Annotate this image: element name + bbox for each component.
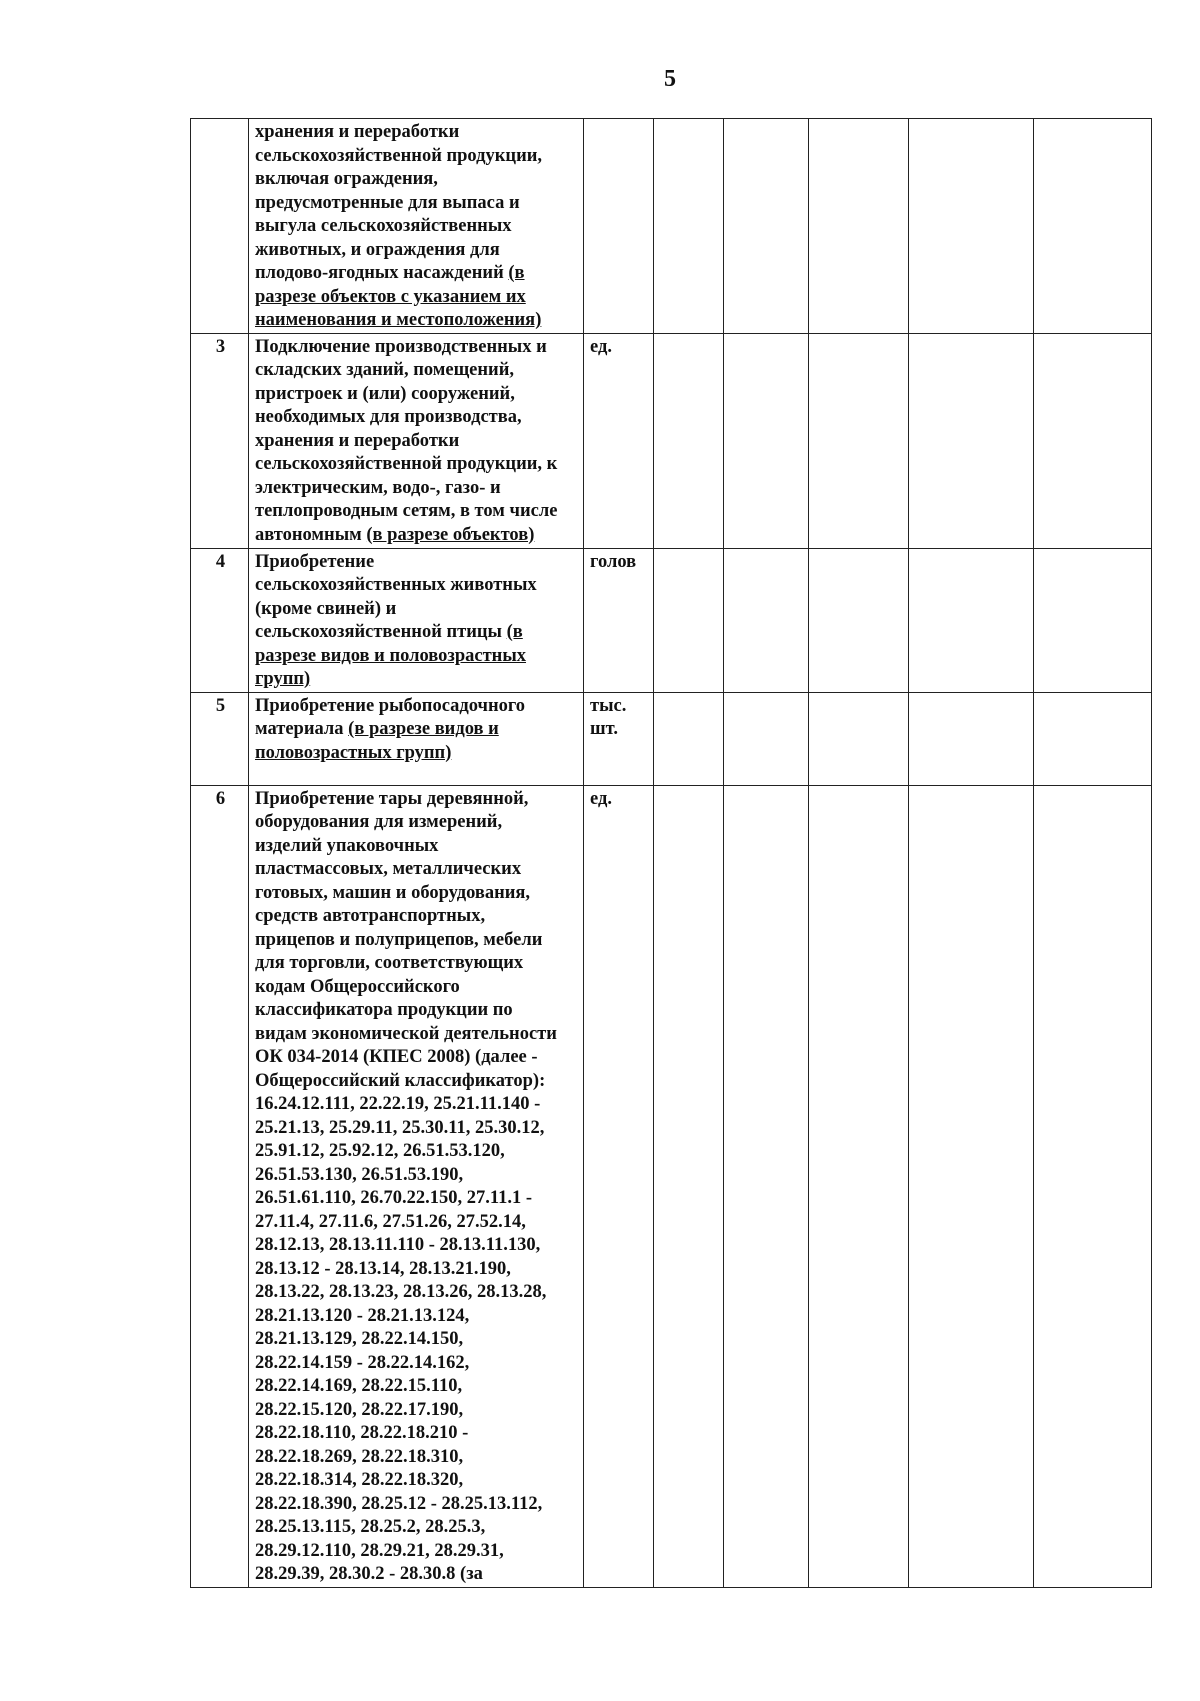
row-number: 3 xyxy=(191,333,249,548)
empty-cell xyxy=(724,785,809,1587)
underlined-text: (в xyxy=(506,622,523,642)
empty-cell xyxy=(809,119,909,334)
empty-cell xyxy=(909,548,1034,692)
text-line: готовых, машин и оборудования, xyxy=(255,882,531,903)
text-line: 28.22.18.269, 28.22.18.310, xyxy=(255,1446,464,1467)
text-line: 28.12.13, 28.13.11.110 - 28.13.11.130, xyxy=(255,1235,541,1255)
unit-cell xyxy=(584,119,654,334)
text-line: видам экономической деятельности xyxy=(255,1023,557,1044)
unit-cell: тыс. шт. xyxy=(584,692,654,785)
row-description xyxy=(249,333,584,548)
text-line: (кроме свиней) и xyxy=(255,598,397,619)
page-number: 5 xyxy=(664,66,676,92)
text-line: 25.91.12, 25.92.12, 26.51.53.120, xyxy=(255,1141,505,1161)
text-line: Общероссийский классификатор): xyxy=(255,1070,546,1091)
text-line: 16.24.12.111, 22.22.19, 25.21.11.140 - xyxy=(255,1094,541,1114)
empty-cell xyxy=(1034,333,1152,548)
underlined-text: (в разрезе видов и xyxy=(348,719,499,739)
empty-cell xyxy=(809,692,909,785)
text-line: хранения и переработки xyxy=(255,430,460,451)
text-line: 28.22.18.314, 28.22.18.320, xyxy=(255,1470,464,1490)
row-number: 5 xyxy=(191,692,249,785)
text-line: электрическим, водо-, газо- и xyxy=(255,477,501,498)
text-line: 25.21.13, 25.29.11, 25.30.11, 25.30.12, xyxy=(255,1117,545,1138)
text-line: 28.22.14.159 - 28.22.14.162, xyxy=(255,1352,470,1373)
empty-cell xyxy=(1034,692,1152,785)
empty-cell xyxy=(1034,785,1152,1587)
row-description xyxy=(249,785,584,1587)
table-row xyxy=(191,692,1152,785)
empty-cell xyxy=(724,692,809,785)
row-number xyxy=(191,119,249,334)
text-line: ОК 034-2014 (КПЕС 2008) (далее - xyxy=(255,1047,538,1067)
text-line: пластмассовых, металлических xyxy=(255,859,522,879)
text-line: 28.25.13.115, 28.25.2, 28.25.3, xyxy=(255,1517,486,1537)
table-row xyxy=(191,785,1152,1587)
text-line: материала (в разрезе видов и xyxy=(255,719,499,739)
text-line: 26.51.53.130, 26.51.53.190, xyxy=(255,1164,464,1185)
row-number: 6 xyxy=(191,785,249,1587)
empty-cell xyxy=(654,548,724,692)
empty-cell xyxy=(909,333,1034,548)
text-line: 28.29.12.110, 28.29.21, 28.29.31, xyxy=(255,1540,504,1561)
empty-cell xyxy=(809,785,909,1587)
text-line: 28.22.14.169, 28.22.15.110, xyxy=(255,1376,463,1396)
underlined-text: (в разрезе объектов) xyxy=(366,524,535,545)
row-description xyxy=(249,548,584,692)
row-description xyxy=(249,692,584,785)
unit-cell: ед. xyxy=(584,785,654,1587)
underlined-text: наименования и местоположения) xyxy=(255,310,542,330)
underlined-text: (в xyxy=(508,263,525,283)
text-line: средств автотранспортных, xyxy=(255,906,486,926)
unit-cell: ед. xyxy=(584,333,654,548)
table-row xyxy=(191,548,1152,692)
document-table xyxy=(190,118,1152,1588)
text-line: Приобретение xyxy=(255,551,375,572)
text-line: сельскохозяйственной продукции, к xyxy=(255,454,558,474)
text-line: предусмотренные для выпаса и xyxy=(255,192,520,213)
empty-cell xyxy=(654,692,724,785)
text-line: необходимых для производства, xyxy=(255,407,522,427)
empty-cell xyxy=(654,119,724,334)
text-line: 26.51.61.110, 26.70.22.150, 27.11.1 - xyxy=(255,1188,532,1208)
underlined-text: разрезе объектов с указанием их xyxy=(255,286,526,307)
underlined-text: половозрастных групп) xyxy=(255,742,452,763)
empty-cell xyxy=(909,692,1034,785)
text-line: сельскохозяйственной продукции, xyxy=(255,145,543,166)
underlined-text: групп) xyxy=(255,669,311,689)
row-number: 4 xyxy=(191,548,249,692)
text-line: 28.21.13.120 - 28.21.13.124, xyxy=(255,1305,470,1326)
text-line: сельскохозяйственной птицы (в xyxy=(255,622,523,642)
text-line: классификатора продукции по xyxy=(255,1000,513,1020)
text-line: 28.22.18.390, 28.25.12 - 28.25.13.112, xyxy=(255,1493,543,1514)
text-line: кодам Общероссийского xyxy=(255,976,460,997)
empty-cell xyxy=(654,333,724,548)
empty-cell xyxy=(809,548,909,692)
text-line: оборудования для измерений, xyxy=(255,812,503,832)
text-line: пристроек и (или) сооружений, xyxy=(255,383,515,404)
table-row xyxy=(191,119,1152,334)
table-row xyxy=(191,333,1152,548)
text-line: плодово-ягодных насаждений (в xyxy=(255,263,525,283)
text-line: 28.22.15.120, 28.22.17.190, xyxy=(255,1399,464,1420)
text-line: включая ограждения, xyxy=(255,169,438,189)
text-line: складских зданий, помещений, xyxy=(255,360,514,380)
row-description xyxy=(249,119,584,334)
empty-cell xyxy=(809,333,909,548)
text-line: теплопроводным сетям, в том числе xyxy=(255,501,558,521)
text-line: прицепов и полуприцепов, мебели xyxy=(255,929,543,950)
text-line: 28.13.22, 28.13.23, 28.13.26, 28.13.28, xyxy=(255,1282,547,1302)
empty-cell xyxy=(1034,548,1152,692)
text-line: Приобретение тары деревянной, xyxy=(255,788,529,809)
empty-cell xyxy=(724,548,809,692)
text-line: животных, и ограждения для xyxy=(255,239,500,260)
empty-cell xyxy=(724,119,809,334)
text-line: сельскохозяйственных животных xyxy=(255,575,537,595)
text-line: 28.29.39, 28.30.2 - 28.30.8 (за xyxy=(255,1564,483,1584)
text-line: 28.13.12 - 28.13.14, 28.13.21.190, xyxy=(255,1258,511,1279)
empty-cell xyxy=(909,119,1034,334)
empty-cell xyxy=(724,333,809,548)
text-line: для торговли, соответствующих xyxy=(255,953,524,973)
underlined-text: разрезе видов и половозрастных xyxy=(255,645,527,666)
text-line: хранения и переработки xyxy=(255,122,460,142)
empty-cell xyxy=(654,785,724,1587)
text-line: автономным (в разрезе объектов) xyxy=(255,524,535,545)
text-line: выгула сельскохозяйственных xyxy=(255,216,512,236)
empty-cell xyxy=(909,785,1034,1587)
text-line: Приобретение рыбопосадочного xyxy=(255,695,526,716)
text-line: 28.22.18.110, 28.22.18.210 - xyxy=(255,1423,469,1443)
unit-cell: голов xyxy=(584,548,654,692)
text-line: изделий упаковочных xyxy=(255,835,439,856)
empty-cell xyxy=(1034,119,1152,334)
text-line: 28.21.13.129, 28.22.14.150, xyxy=(255,1329,464,1349)
text-line: 27.11.4, 27.11.6, 27.51.26, 27.52.14, xyxy=(255,1211,526,1232)
text-line: Подключение производственных и xyxy=(255,336,547,357)
